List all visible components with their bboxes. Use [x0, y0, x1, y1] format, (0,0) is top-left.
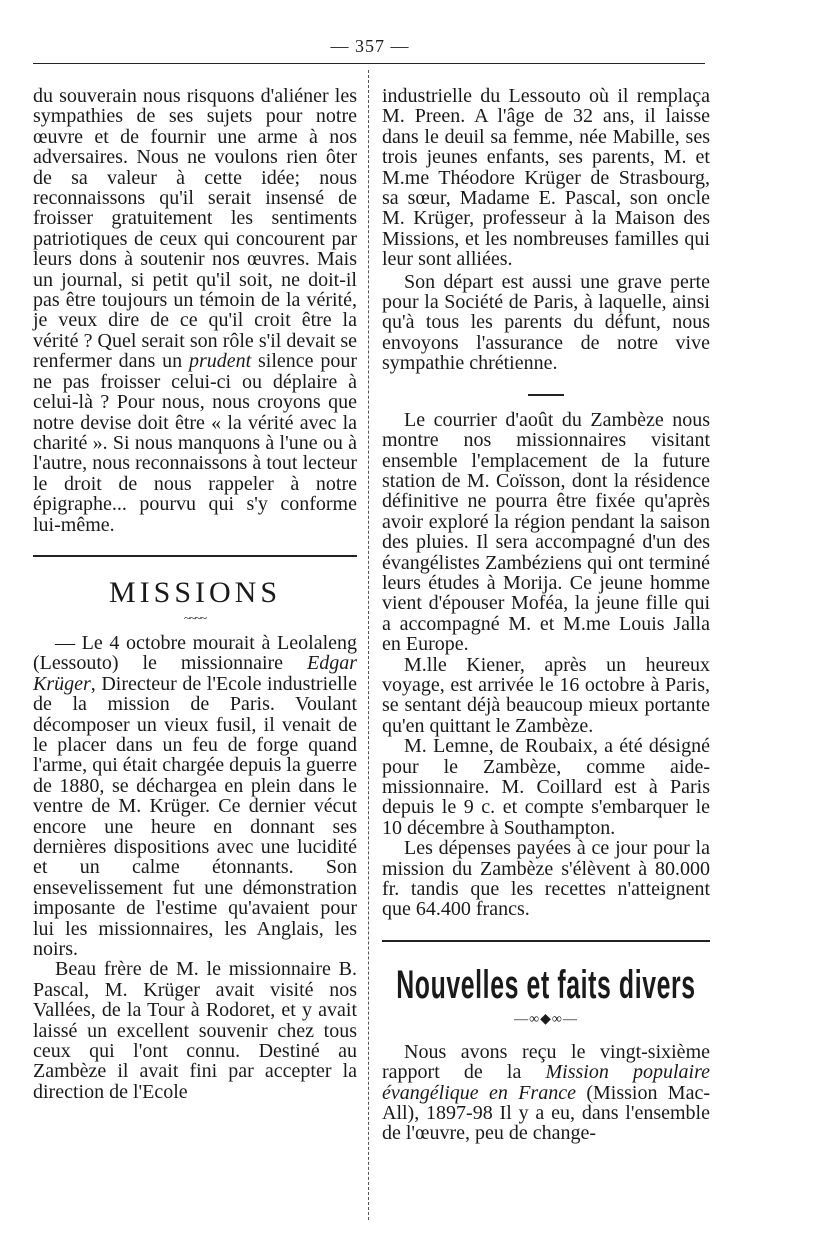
section-rule-right: [382, 940, 710, 942]
paragraph-kiener: M.lle Kiener, après un heureux voyage, est arrivée le 16 octobre à Paris, se sentant déjà beaucoup mieux portante qu'en quittant le Zambèze.: [382, 653, 710, 737]
top-rule: [33, 63, 705, 64]
paragraph-zambeze-courier: Le courrier d'août du Zambèze nous montre nos missionnaires visitant ensemble l'emplacement de la future station de M. Coïsson, dont la résidence définitive ne pourra être fixée qu'après avoir exploré la région pendant la saison des pluies. Il sera accompagné d'un des évangélistes Zambéziens qui ont terminé leurs études à Morija. Ce jeune homme vient d'épouser Moféa, la jeune fille qui a accompagné M. et M.me Louis Jalla en Europe.: [382, 408, 710, 656]
paragraph-editorial: [33, 86, 357, 535]
paragraph-mission-populaire: [382, 1042, 710, 1144]
mission-text: Nous avons reçu le vingt-sixième rapport de la: [382, 1040, 710, 1084]
paragraph-kruger-continued: industrielle du Lessouto où il remplaça M. Preen. A l'âge de 32 ans, il laisse dans le deuil sa femme, née Mabille, ses trois jeunes enfants, ses parents, M. et M.me Théodore Krüger de Strasbourg, sa sœur, Madame E. Pascal, son oncle M. Krüger, professeur à la Maison des Missions, et les nombreuses familles qui leur sont alliées.: [382, 85, 710, 271]
column-divider: [368, 70, 369, 1220]
kruger-text-end: , Directeur de l'Ecole industrielle de la mission de Paris. Voulant décomposer un vieux fusil, il venait de le placer dans un feu de forge quand l'arme, qui était chargée depuis la guerre de 1880, se déchargea en plein dans le ventre de M. Krüger. Ce dernier vécut encore une heure en donnant ses dernières dispositions avec une lucidité et un calme étonnants. Son ensevelissement fut une démonstration imposante de l'estime qu'avaient pour lui les missionnaires, les Anglais, les noirs.: [33, 672, 357, 961]
kruger-name: Edgar Krüger: [33, 652, 357, 695]
short-dash: [528, 394, 564, 396]
mission-name: Mission populaire évangélique en France: [382, 1061, 710, 1104]
editorial-emphasis: prudent: [188, 350, 252, 373]
paragraph-kruger-death: [33, 633, 357, 960]
editorial-text: du souverain nous risquons d'aliéner les sympathies de ses sujets pour notre œuvre et de fournir une arme à nos adversaires. Nous ne voulons rien ôter de sa valeur à cette idée; nous reconnaissons qu'il serait insensé de froisser gratuitement les sentiments patriotiques de ceux qui concourent par leurs dons à soutenir nos œuvres. Mais un journal, si petit qu'il soit, ne doit-il pas être toujours un témoin de la vérité, je veux dire de ce qu'il croit être la vérité ? Quel serait son rôle s'il devait se renfermer dans un: [33, 85, 357, 373]
section-rule: [33, 555, 357, 557]
mission-text-end: (Mission Mac-All), 1897-98 Il y a eu, dans l'ensemble de l'œuvre, peu de change-: [382, 1081, 710, 1145]
paragraph-kruger-family: Beau frère de M. le missionnaire B. Pascal, M. Krüger avait visité nos Vallées, de la Tour à Rodoret, et y avait laissé un excellent souvenir chez tous ceux qui l'ont connu. Destiné au Zambèze il avait fini par accepter la direction de l'Ecole: [33, 958, 357, 1103]
paragraph-sympathy: Son départ est aussi une grave perte pour la Société de Paris, à laquelle, ainsi qu'à tous les parents du défunt, nous envoyons l'assurance de notre vive sympathie chrétienne.: [382, 270, 710, 375]
kruger-text: — Le 4 octobre mourait à Leolaleng (Lessouto) le missionnaire: [33, 631, 357, 675]
left-column: [33, 86, 357, 1102]
paragraph-lemne: M. Lemne, de Roubaix, a été désigné pour le Zambèze, comme aide-missionnaire. M. Coillard est à Paris depuis le 9 c. et compte s'embarquer le 10 décembre à Southampton.: [382, 735, 710, 839]
editorial-text-end: silence pour ne pas froisser celui-ci ou déplaire à celui-là ? Pour nous, nous croyons que notre devise doit être « la vérité avec la charité ». Si nous manquons à l'une ou à l'autre, nous reconnaissons à tout lecteur le droit de nous rappeler à notre épigraphe... pourvu qui s'y conforme lui-même.: [33, 350, 357, 536]
nouvelles-heading: Nouvelles et faits divers: [396, 962, 696, 1007]
missions-heading: MISSIONS: [108, 575, 282, 609]
right-column: [382, 86, 710, 1144]
paragraph-expenses: Les dépenses payées à ce jour pour la mission du Zambèze s'élèvent à 80.000 fr. tandis que les recettes n'atteignent que 64.400 francs.: [382, 837, 710, 921]
heading-ornament: —∞◆∞—: [514, 1011, 578, 1027]
missions-squiggle: ~~~~: [184, 610, 206, 625]
page-number: — 357 —: [330, 36, 410, 56]
